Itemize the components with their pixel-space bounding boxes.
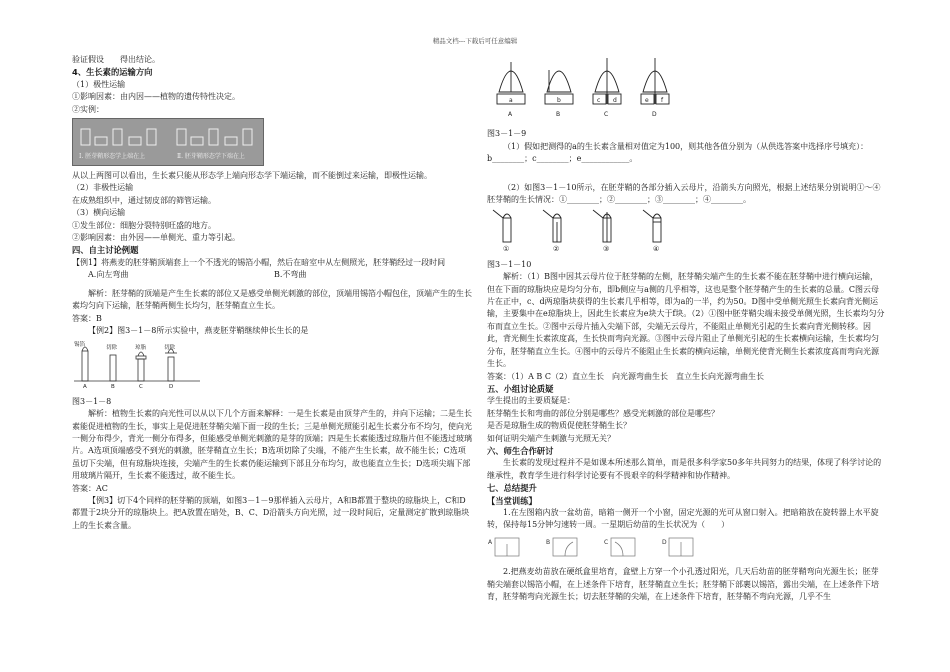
fig9-letter-c: C bbox=[604, 111, 609, 118]
figure-3-1-8-caption: 图3－1－8 bbox=[72, 396, 112, 406]
polar-transport-photo bbox=[72, 118, 264, 166]
doubt-1: 胚芽鞘生长和弯曲的部位分别是哪些？感受光刺激的部位是哪些？ bbox=[487, 408, 719, 418]
question-answer: 答案：（1）A B C（2）直立生长 向光源弯曲生长 直立生长向光源弯曲生长 bbox=[487, 371, 765, 381]
fig8-letter-c: C bbox=[139, 384, 143, 390]
training-q1-option-a: A bbox=[488, 538, 493, 546]
nonpolar-desc: 在成熟组织中，通过韧皮部的筛管运输。 bbox=[72, 195, 216, 205]
lateral-factor: ②影响因素：由外因——单侧光、重力等引起。 bbox=[72, 233, 240, 243]
figure-3-1-10 bbox=[487, 208, 885, 256]
left-column bbox=[72, 54, 472, 532]
example2-explanation: 解析：植物生长素的向光性可以从以下几个方面来解释：一是生长素是由顶芽产生的，并向下运输；二是生长素能促进植物的生长，事实上是促进胚芽鞘尖端下面一段的生长；三是单侧光照能引起生长素分布不均匀，使向光一侧分布得少，背光一侧分布得多，但能感受单侧光刺激的是芽的顶端；四是生长素能透过琼脂片但不能透过玻璃片。A选项顶端感受不到光的刺激，胚芽鞘直立生长；B选项切除了尖端，不能产生生长素，故不能生长；C选项虽切下尖端，但有琼脂块连接，尖端产生的生长素仍能运输到下部且分布均匀，故也能直立生长；D选项尖端下部用玻璃片隔开，生长素不能透过，故不能生长。 bbox=[72, 409, 472, 481]
polar-photo-caption-left: Ⅰ. 胚芽鞘形态学上端在上 bbox=[79, 152, 146, 160]
example2-question: 【例2】图3－1－8所示实验中，燕麦胚芽鞘继续伸长生长的是 bbox=[88, 325, 309, 335]
example1-question: 【例1】将燕麦的胚芽鞘顶端套上一个不透光的锡箔小帽，然后在暗室中从左侧照光，胚芽鞘经过一段时间 bbox=[72, 257, 446, 267]
doubt-3: 如何证明尖端产生刺激与光照无关？ bbox=[487, 433, 615, 443]
training-q1-option-d: D bbox=[662, 538, 667, 546]
figure-3-1-9-drawing bbox=[487, 52, 687, 122]
question-2: （2）如图3－1－10所示，在胚芽鞘的各部分插入云母片，沿箭头方向照光，根据上述结果分别说明①～④胚芽鞘的生长情况：①________；②________；③________；④________。 bbox=[487, 182, 881, 205]
example2-answer: 答案：AC bbox=[72, 483, 108, 493]
polar-conclusion: 从以上两图可以看出，生长素只能从形态学上端向形态学下端运输，而不能倒过来运输，即极性运输。 bbox=[72, 171, 432, 181]
collaboration-text: 生长素的发现过程并不是如课本所述那么简单，而是很多科学家50多年共同努力的结果，体现了科学讨论的继承性，教育学生进行科学讨论要有不畏艰辛的科学精神和协作精神。 bbox=[487, 458, 882, 480]
figure-3-1-10-drawing bbox=[487, 208, 687, 252]
example1-answer: 答案：B bbox=[72, 313, 102, 323]
figure-3-1-9 bbox=[487, 52, 885, 126]
polar-photo-caption-right: Ⅱ. 胚芽鞘形态学下端在上 bbox=[177, 152, 245, 160]
fig9-sub-b: b bbox=[557, 97, 561, 104]
training-question-2: 2.把燕麦幼苗放在硬纸盒里培育，盒壁上方穿一个小孔透过阳光，几天后幼苗的胚芽鞘弯向光源生长；胚芽鞘尖端套以锡箔小帽，在上述条件下培育，胚芽鞘直立生长；胚芽鞘下部裹以锡箔，露出尖端，在上述条件下培育，胚芽鞘弯向光源生长；切去胚芽鞘的尖端，在上述条件下培育，胚芽鞘不弯向光源，几乎不生 bbox=[487, 567, 879, 601]
fig8-label-foil: 锡箔 bbox=[74, 342, 86, 349]
fig9-sub-d: d bbox=[613, 97, 617, 104]
lateral-title: （3）横向运输 bbox=[72, 208, 126, 218]
fig10-num-3: ③ bbox=[603, 245, 610, 253]
figure-3-1-9-caption: 图3－1－9 bbox=[487, 129, 527, 139]
question-1: （1）假如把测得的a的生长素含量相对值定为100，则其他各值分别为（从供选答案中选择序号填充）： bbox=[503, 141, 869, 151]
fig9-letter-d: D bbox=[652, 111, 657, 118]
section-heading-six: 六、师生合作研讨 bbox=[487, 445, 554, 456]
fig8-label-agar: 琼脂 bbox=[135, 345, 147, 352]
example1-explanation: 解析：胚芽鞘的顶端是产生生长素的部位又是感受单侧光刺激的部位，顶端用锡箔小帽包住，顶端产生的生长素均匀向下运输，胚芽鞘两侧生长均匀，胚芽鞘直立生长。 bbox=[72, 288, 472, 311]
example1-options bbox=[72, 269, 472, 281]
fig8-label-cut-2: 切除 bbox=[164, 345, 176, 352]
fig10-num-2: ② bbox=[553, 245, 560, 253]
figure-3-1-8 bbox=[72, 339, 472, 393]
polar-transport-title: （1）极性运输 bbox=[72, 79, 126, 89]
fig9-sub-a: a bbox=[509, 97, 513, 104]
training-q1-options bbox=[487, 534, 885, 564]
training-q1-drawing bbox=[487, 534, 727, 560]
figure-3-1-8-drawing bbox=[72, 339, 202, 389]
fig8-letter-a: A bbox=[83, 384, 87, 390]
question-explanation: 解析：（1）B图中因其云母片位于胚芽鞘的左侧，胚芽鞘尖端产生的生长素不能在胚芽鞘中进行横向运输，但在下面的琼脂块应是均匀分布，即b侧应与a侧的几乎相等，这也是整个胚芽鞘产生的生长素的总量。C图云母片在正中，c、d两琼脂块获得的生长素几乎相等，即为a的一半，约为50。D图中受单侧光照生长素向背光侧运输，主要集中在e琼脂块上，因此生长素应为e块大于f块。（2）①图中胚芽鞘尖端未接受单侧光照，生长素均匀分布而直立生长。②图中云母片插入尖端下部，尖端无云母片，不能阻止单侧光引起的生长素向背光侧转移。因此，背光侧生长素浓度高，生长快而弯向光源。③图中云母片阻止了单侧光引起的生长素横向运输，生长素均匀分布，胚芽鞘直立生长。④图中的云母片不能阻止生长素的横向运输，单侧光使背光侧生长素浓度高而弯向光源生长。 bbox=[487, 272, 885, 369]
example3-question: 【例3】切下4个同样的胚芽鞘的顶端，如图3－1－9那样插入云母片，A和B都置于整块的琼脂块上，C和D都置于2块分开的琼脂块上。把A放置在暗处，B、C、D沿箭头方向光照，过一段时间后，定量测定扩散到琼脂块上的生长素含量。 bbox=[72, 495, 470, 530]
fig9-sub-f: f bbox=[661, 97, 664, 104]
training-question-1: 1.在左图箱内放一盆幼苗，暗箱一侧开一个小窗，固定光源的光可从窗口射入。把暗箱放在旋转器上水平旋转，保持每15分钟匀速转一周。一星期后幼苗的生长状况为（ ） bbox=[487, 507, 879, 530]
section-heading-transport: 4、生长素的运输方向 bbox=[72, 67, 153, 78]
fig10-num-1: ① bbox=[503, 245, 510, 253]
fig10-num-4: ④ bbox=[653, 245, 660, 253]
example1-option-b: B.不弯曲 bbox=[274, 270, 307, 280]
polar-factor: ①影响因素：由内因——植物的遗传特性决定。 bbox=[72, 92, 240, 102]
section-heading-five: 五、小组讨论质疑 bbox=[487, 383, 554, 394]
nonpolar-title: （2）非极性运输 bbox=[72, 183, 134, 193]
fig8-label-cut-1: 切除 bbox=[106, 345, 118, 352]
training-q1-option-b: B bbox=[546, 538, 551, 546]
fig8-letter-b: B bbox=[111, 384, 115, 390]
polar-example-label: ②实例： bbox=[72, 104, 104, 114]
doubt-intro: 学生提出的主要质疑是： bbox=[487, 396, 575, 406]
doubt-2: 是否是琼脂生成的物质促使胚芽鞘生长？ bbox=[487, 421, 631, 431]
section-heading-four: 四、自主讨论例题 bbox=[72, 245, 139, 256]
lateral-site: ①发生部位：细胞分裂特别旺盛的地方。 bbox=[72, 220, 216, 230]
verify-line: 验证假设 得出结论。 bbox=[72, 55, 160, 64]
question-1-blanks: b________；c________；e____________。 bbox=[487, 154, 638, 164]
figure-3-1-10-caption: 图3－1－10 bbox=[487, 259, 532, 269]
example1-option-a: A.向左弯曲 bbox=[88, 270, 129, 280]
training-q1-option-c: C bbox=[604, 538, 609, 546]
fig9-sub-c: c bbox=[597, 97, 601, 104]
fig9-letter-b: B bbox=[556, 111, 561, 118]
page-header: 精品文档---下载后可任意编辑 bbox=[432, 37, 518, 45]
fig8-letter-d: D bbox=[169, 384, 174, 390]
right-column bbox=[487, 50, 885, 603]
fig9-sub-e: e bbox=[645, 97, 649, 104]
fig9-letter-a: A bbox=[508, 111, 513, 118]
section-heading-seven: 七、总结提升 bbox=[487, 483, 537, 494]
training-subheading: 【当堂训练】 bbox=[487, 495, 537, 506]
